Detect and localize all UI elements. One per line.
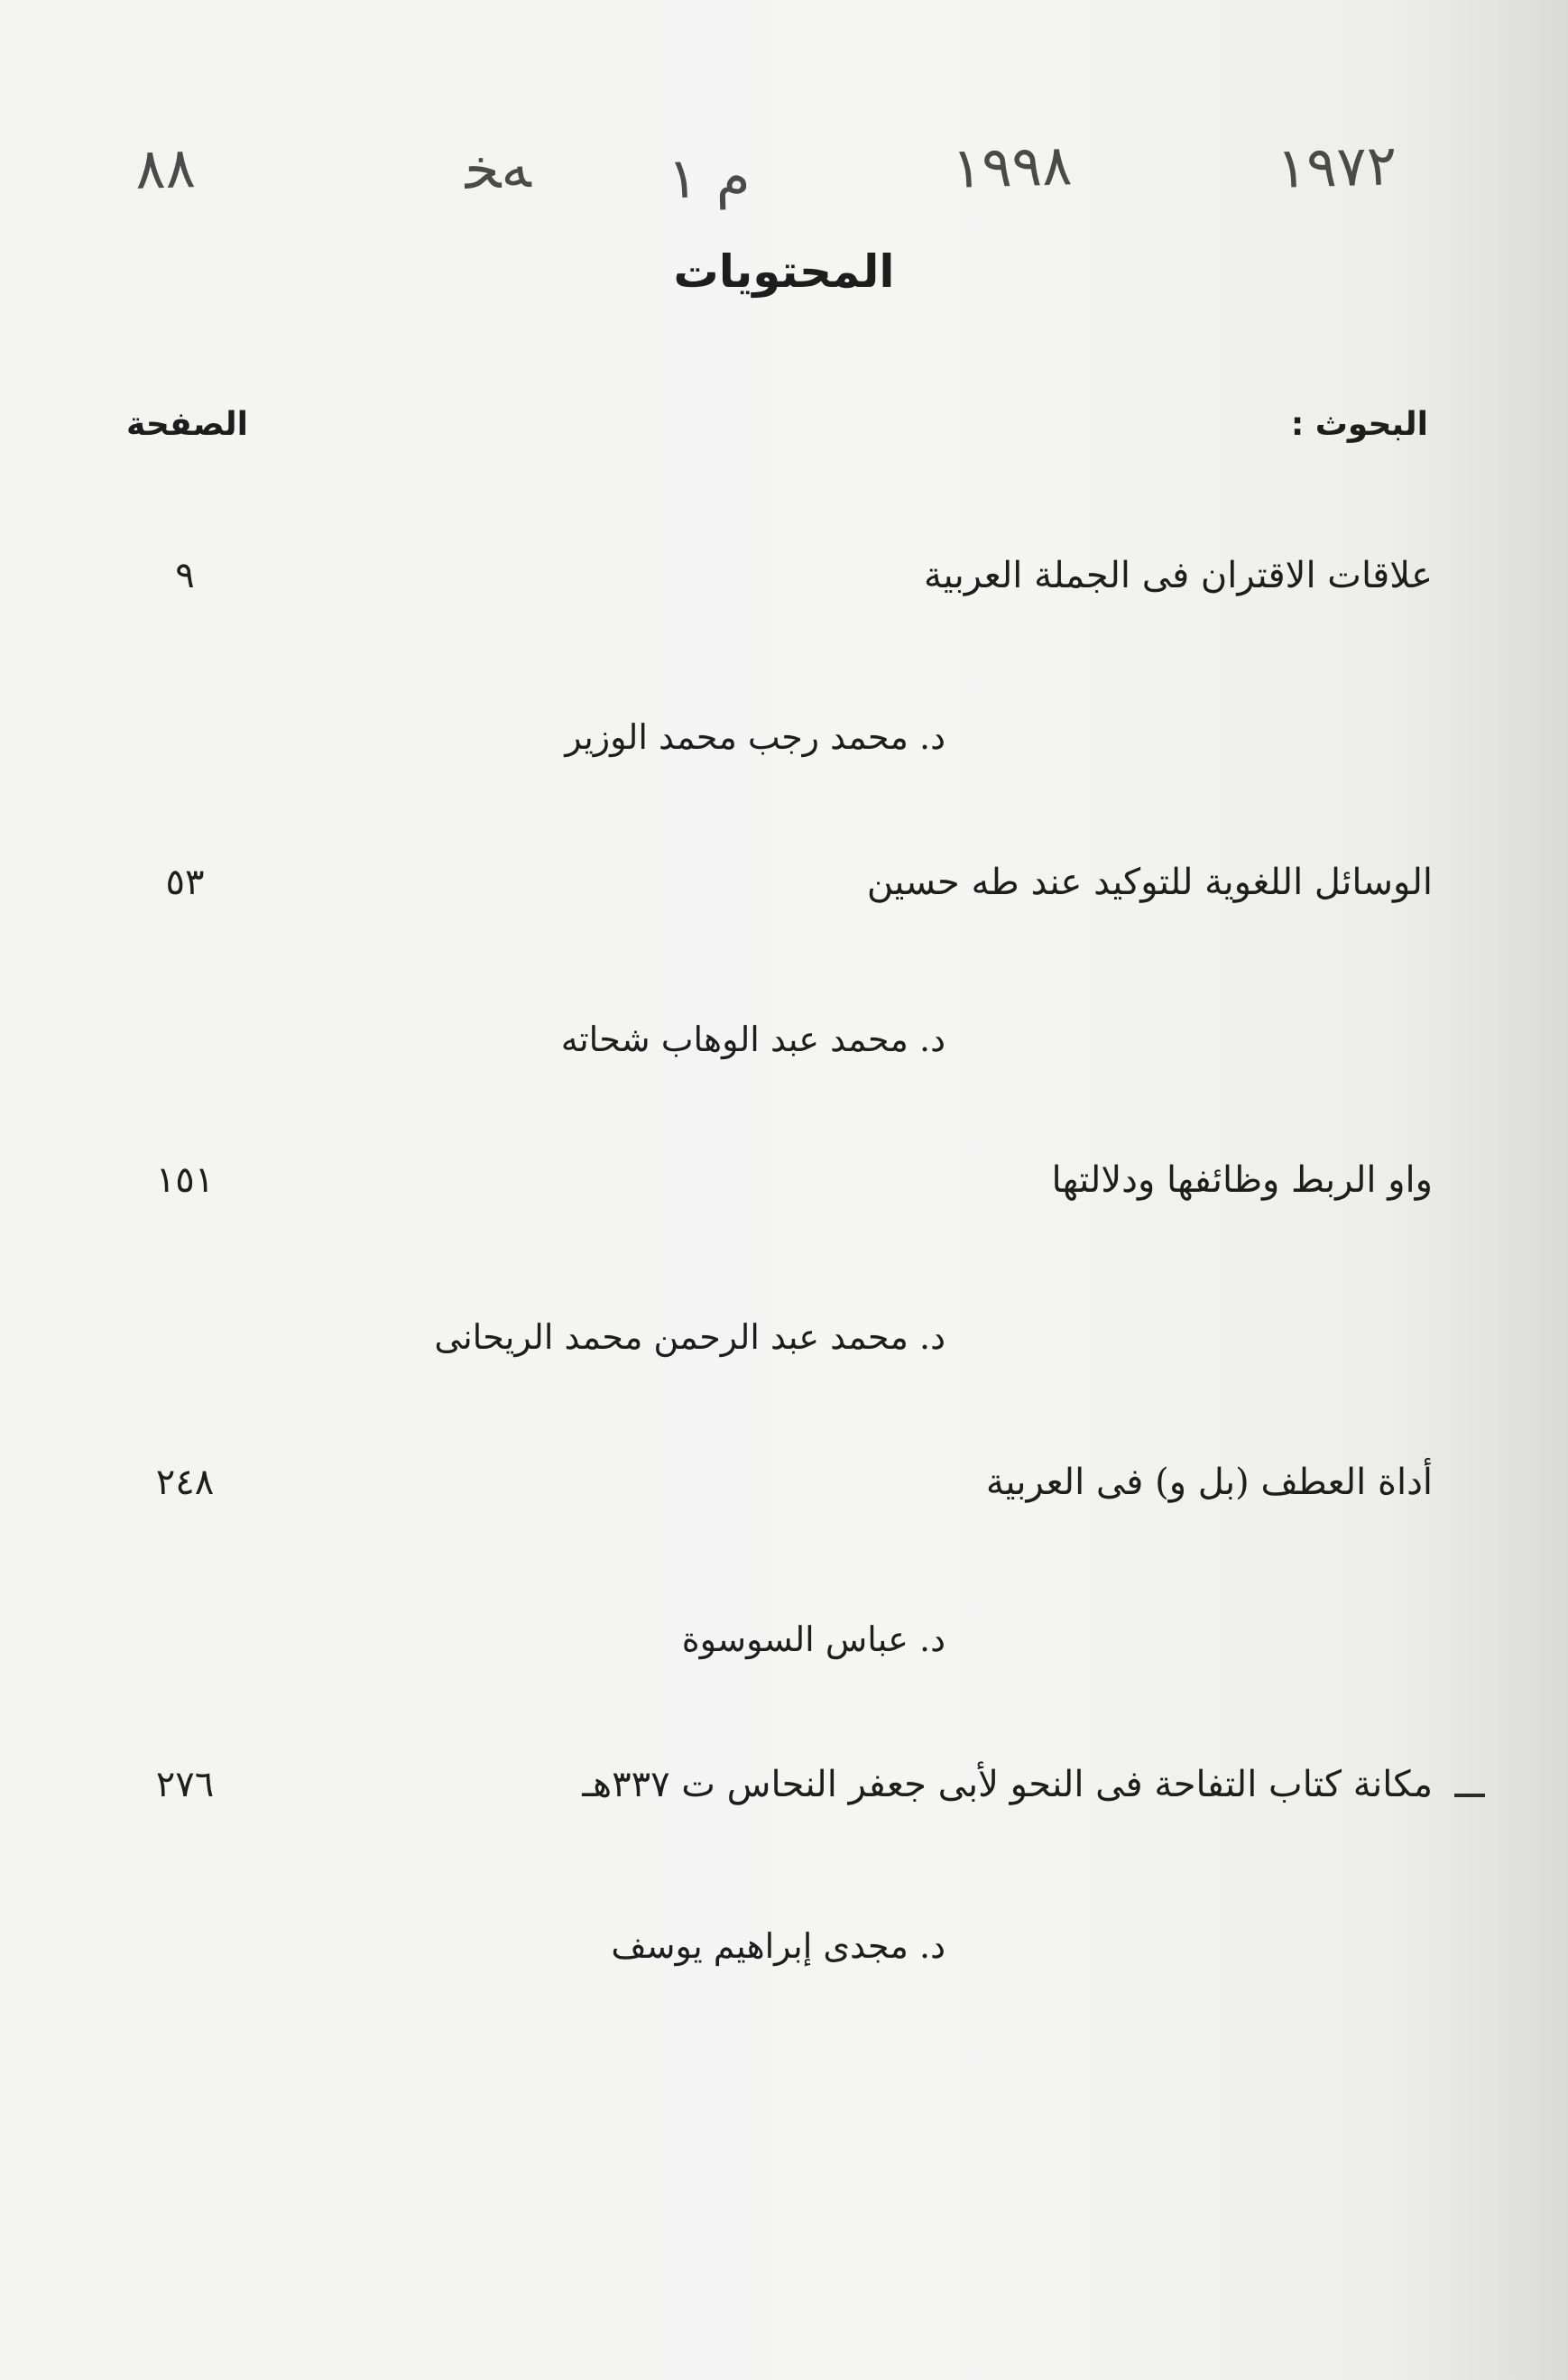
entry-author: د. عباس السوسوة <box>681 1619 945 1659</box>
handwritten-note: ١٩٧٢ <box>1276 132 1398 201</box>
entry-author: د. محمد رجب محمد الوزير <box>565 717 945 757</box>
entry-page-number: ٢٤٨ <box>155 1462 215 1503</box>
margin-mark <box>1454 1794 1485 1797</box>
entry-page-number: ١٥١ <box>155 1159 215 1201</box>
handwritten-note: ٨٨ <box>134 134 197 202</box>
entry-title: علاقات الاقتران فى الجملة العربية <box>924 555 1433 596</box>
handwritten-note: م ١ <box>667 143 752 212</box>
entry-page-number: ٢٧٦ <box>155 1764 215 1805</box>
entry-author: د. محمد عبد الرحمن محمد الريحانى <box>434 1317 945 1357</box>
entry-title: الوسائل اللغوية للتوكيد عند طه حسين <box>866 862 1433 903</box>
page-column-label: الصفحة <box>126 406 249 443</box>
section-label: البحوث : <box>1290 406 1428 443</box>
handwritten-note: ﻪﺨ <box>464 134 532 202</box>
entry-title: أداة العطف (بل و) فى العربية <box>985 1462 1433 1503</box>
entry-title: واو الربط وظائفها ودلالتها <box>1051 1159 1433 1201</box>
entry-title: مكانة كتاب التفاحة فى النحو لأبى جعفر النحاس ت ٣٣٧هـ <box>582 1764 1433 1805</box>
page-title: المحتويات <box>673 245 895 298</box>
handwritten-note: ١٩٩٨ <box>951 132 1074 201</box>
entry-page-number: ٥٣ <box>165 862 205 903</box>
entry-author: د. محمد عبد الوهاب شحاته <box>560 1019 945 1059</box>
entry-page-number: ٩ <box>175 555 195 596</box>
entry-author: د. مجدى إبراهيم يوسف <box>611 1926 945 1966</box>
